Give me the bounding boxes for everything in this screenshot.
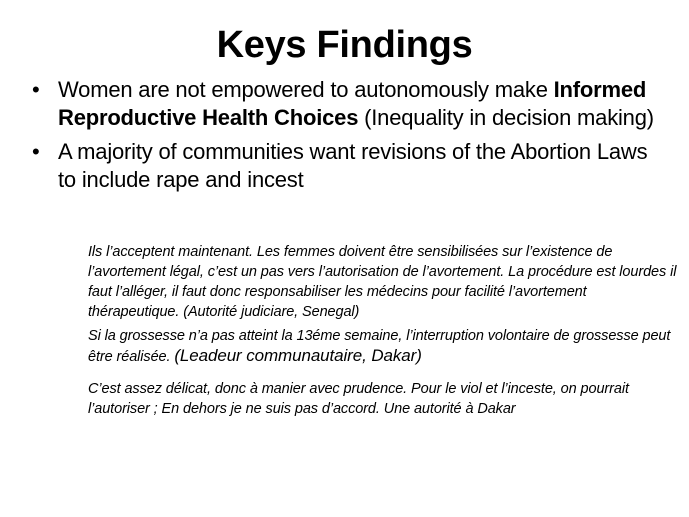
- quote-attribution: (Leadeur communautaire, Dakar): [174, 346, 422, 365]
- slide-title: Keys Findings: [216, 24, 473, 66]
- bullet-item: [30, 76, 670, 132]
- quote-list: [88, 242, 678, 419]
- quote-text: Si la grossesse n’a pas atteint la 13éme semaine, l’interruption volontaire de grossesse peut être réalisée.: [88, 328, 671, 365]
- bullet-list: [30, 76, 670, 194]
- bullet-text: (Inequality in decision making): [358, 105, 654, 130]
- bullet-item: [30, 138, 670, 194]
- bullet-bold-text: Informed Reproductive Health Choices: [58, 77, 647, 130]
- bullet-text: Women are not empowered to autonomously make: [58, 77, 554, 102]
- quote-item: [88, 242, 678, 322]
- quote-text: C’est assez délicat, donc à manier avec prudence. Pour le viol et l’inceste, on pourrait l’autoriser ; En dehors je ne suis pas d’accord. Une autorité à Dakar: [88, 381, 629, 417]
- bullet-text: A majority of communities want revisions of the Abortion Laws to include rape and incest: [58, 139, 648, 192]
- bullet-icon: •: [32, 139, 40, 164]
- quote-item: [88, 379, 678, 419]
- quote-item: [88, 326, 678, 367]
- bullet-icon: •: [32, 77, 40, 102]
- quote-text: Ils l’acceptent maintenant. Les femmes doivent être sensibilisées sur l’existence de l’avortement légal, c’est un pas vers l’autorisation de l’avortement. La procédure est lourdes il faut l’alléger, il faut donc responsabiliser les médecins pour facilité l’avortement thérapeutique. (Autorité judiciare, Senegal): [88, 244, 677, 320]
